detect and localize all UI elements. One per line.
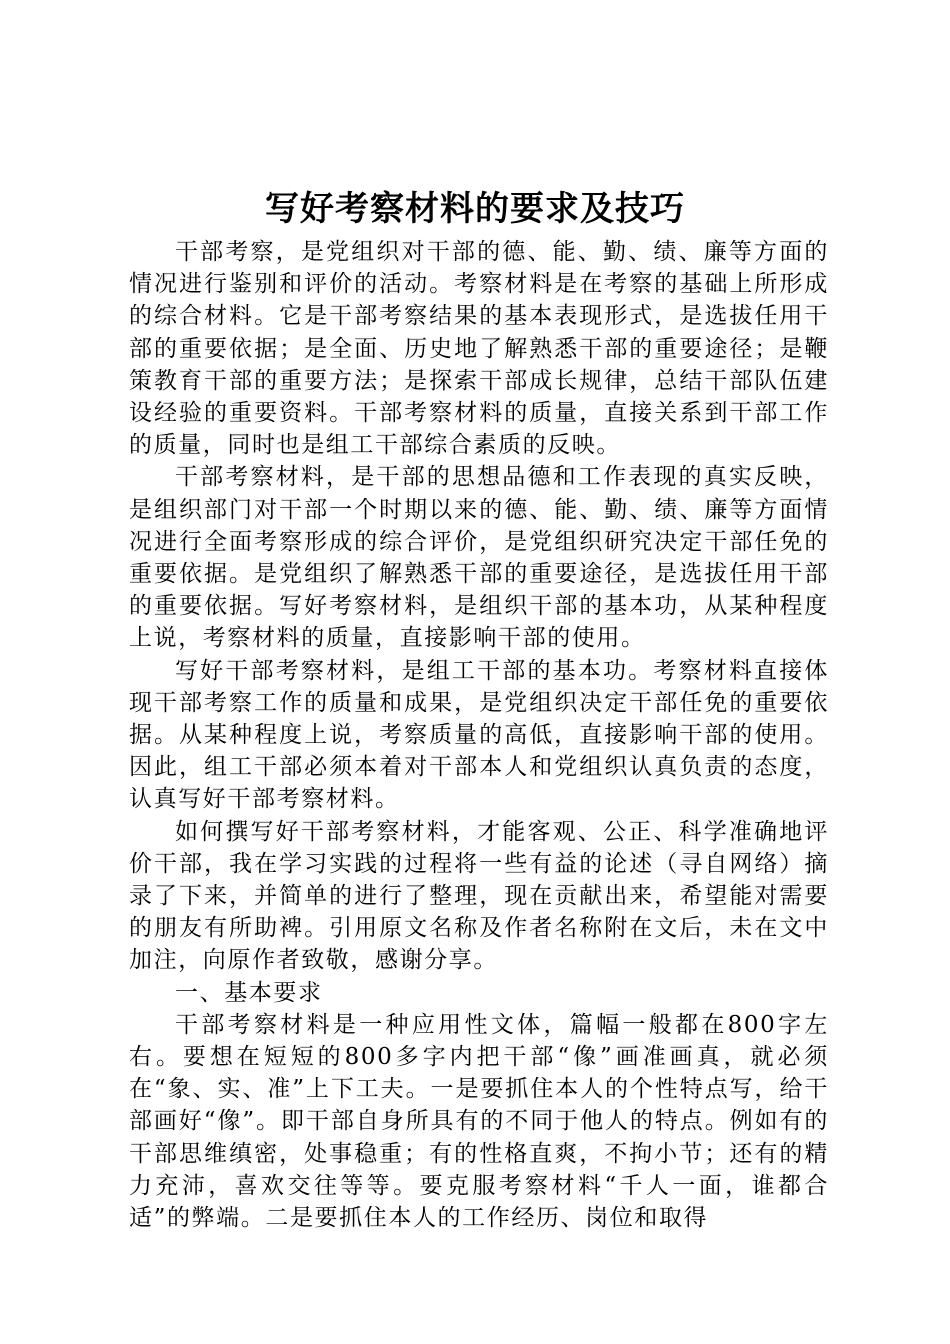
paragraph-intro: 干部考察，是党组织对干部的德、能、勤、绩、廉等方面的情况进行鉴别和评价的活动。考察材料是在考察的基础上所形成的综合材料。它是干部考察结果的基本表现形式，是选拔任用干部的重要依据；是全面、历史地了解熟悉干部的重要途径；是鞭策教育干部的重要方法；是探索干部成长规律，总结干部队伍建设经验的重要资料。干部考察材料的质量，直接关系到干部工作的质量，同时也是组工干部综合素质的反映。 xyxy=(129,239,829,459)
paragraph-material-definition: 干部考察材料，是干部的思想品德和工作表现的真实反映，是组织部门对干部一个时期以来的德、能、勤、绩、廉等方面情况进行全面考察形成的综合评价，是党组织研究决定干部任免的重要依据。是党组织了解熟悉干部的重要途径，是选拔任用干部的重要依据。写好考察材料，是组织干部的基本功，从某种程度上说，考察材料的质量，直接影响干部的使用。 xyxy=(129,464,829,652)
paragraph-how-to-write: 如何撰写好干部考察材料，才能客观、公正、科学准确地评价干部，我在学习实践的过程将一些有益的论述（寻自网络）摘录了下来，并简单的进行了整理，现在贡献出来，希望能对需要的朋友有所助裨。引用原文名称及作者名称附在文后，未在文中加注，向原作者致敬，感谢分享。 xyxy=(129,818,829,974)
paragraph-basic-skill: 写好干部考察材料，是组工干部的基本功。考察材料直接体现干部考察工作的质量和成果，是党组织决定干部任免的重要依据。从某种程度上说，考察质量的高低，直接影响干部的使用。因此，组工干部必须本着对干部本人和党组织认真负责的态度，认真写好干部考察材料。 xyxy=(129,657,829,813)
paragraph-basic-requirements: 干部考察材料是一种应用性文体，篇幅一般都在800字左右。要想在短短的800多字内把干部“像”画准画真，就必须在“象、实、准”上下工夫。一是要抓住本人的个性特点写，给干部画好“像”。即干部自身所具有的不同于他人的特点。例如有的干部思维缜密，处事稳重；有的性格直爽，不拘小节；还有的精力充沛，喜欢交往等等。要克服考察材料“千人一面，谁都合适”的弊端。二是要抓住本人的工作经历、岗位和取得 xyxy=(129,1011,829,1232)
document-body xyxy=(129,236,829,1234)
document-title: 写好考察材料的要求及技巧 xyxy=(265,189,685,229)
section-heading-basic-requirements: 一、基本要求 xyxy=(175,979,323,1006)
